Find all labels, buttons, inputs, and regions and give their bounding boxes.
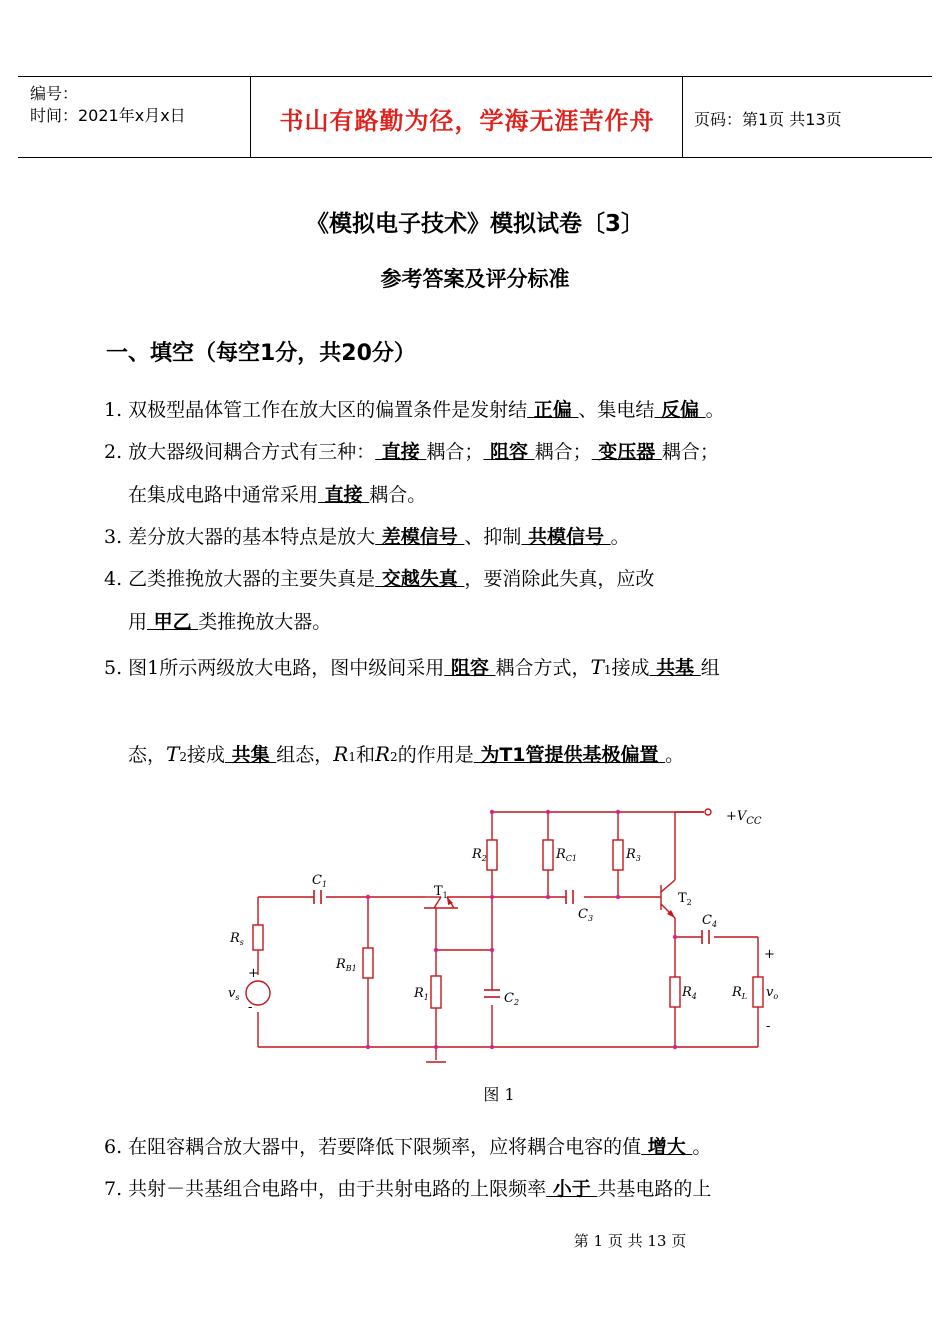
section-heading: 一、填空（每空1分，共20分） [106, 341, 416, 366]
vcc-label: $+V_{CC}$ [726, 809, 762, 827]
page-footer: 第 1 页 共 13 页 [573, 1232, 687, 1250]
motto: 书山有路勤为径，学海无涯苦作舟 [279, 106, 655, 135]
question-2-cont: 在集成电路中通常采用 直接 耦合。 [128, 484, 427, 506]
rs-label: $R_s$ [230, 931, 244, 947]
r1-label: $R_1$ [414, 986, 429, 1002]
t1-label: $T_1$ [434, 884, 448, 900]
rl-label: $R_L$ [732, 985, 748, 1001]
rb1-label: $R_{B1}$ [336, 957, 357, 973]
question-7: 7. 共射－共基组合电路中，由于共射电路的上限频率 小于 共基电路的上 [104, 1178, 712, 1200]
question-6: 6. 在阻容耦合放大器中，若要降低下限频率，应将耦合电容的值 增大 。 [104, 1136, 712, 1158]
rc1-label: $R_{C1}$ [556, 847, 578, 863]
number-label: 编号： [30, 84, 79, 103]
out-plus-sign: + [764, 947, 775, 962]
c3-label: $C_3$ [578, 907, 594, 923]
answer: 共基 [649, 657, 701, 679]
question-5: 5. 图1所示两级放大电路，图中级间采用 阻容 耦合方式，T1接成 共基 组 [104, 655, 720, 679]
document-subtitle: 参考答案及评分标准 [380, 267, 570, 291]
c2-label: $C_2$ [504, 991, 520, 1007]
answer: 阻容 [444, 657, 496, 679]
answer: 小于 [546, 1178, 598, 1200]
question-4: 4. 乙类推挽放大器的主要失真是 交越失真 ，要消除此失真，应改 [104, 568, 655, 590]
figure-caption: 图 1 [483, 1085, 515, 1104]
answer: 变压器 [591, 441, 662, 463]
answer: 共集 [225, 744, 277, 766]
answer: 增大 [641, 1136, 693, 1158]
c4-label: $C_4$ [702, 913, 718, 929]
circuit-diagram [226, 800, 786, 1072]
out-minus-sign: - [766, 1019, 771, 1034]
time-label: 时间：2021年x月x日 [30, 106, 186, 125]
plus-sign: + [248, 966, 259, 981]
minus-sign: - [248, 1000, 253, 1015]
answer: 共模信号 [521, 526, 611, 548]
document-title: 《模拟电子技术》模拟试卷〔3〕 [305, 211, 644, 237]
vo-label: $v_o$ [766, 985, 779, 1001]
question-2: 2. 放大器级间耦合方式有三种： 直接 耦合； 阻容 耦合； 变压器 耦合； [104, 441, 719, 463]
answer: 直接 [318, 484, 370, 506]
c1-label: $C_1$ [312, 873, 328, 889]
question-1: 1. 双极型晶体管工作在放大区的偏置条件是发射结 正偏 、集电结 反偏 。 [104, 399, 725, 421]
answer: 反偏 [654, 399, 706, 421]
answer: 正偏 [527, 399, 579, 421]
r4-label: $R_4$ [682, 985, 697, 1001]
answer: 差模信号 [375, 526, 465, 548]
header-meta [30, 83, 186, 127]
header-divider [682, 77, 683, 157]
answer: 为T1管提供基极偏置 [473, 744, 666, 766]
t2-label: $T_2$ [678, 891, 692, 907]
answer: 阻容 [483, 441, 535, 463]
question-4-cont: 用 甲乙 类推挽放大器。 [128, 611, 332, 633]
header-divider [250, 77, 251, 157]
question-3: 3. 差分放大器的基本特点是放大 差模信号 、抑制 共模信号 。 [104, 526, 630, 548]
answer: 交越失真 [375, 568, 465, 590]
r2-label: $R_2$ [472, 847, 487, 863]
page-indicator: 页码：第1页 共13页 [694, 110, 842, 129]
question-5-cont: 态，T2接成 共集 组态，R1和R2的作用是 为T1管提供基极偏置 。 [128, 742, 685, 766]
r3-label: $R_3$ [626, 847, 641, 863]
answer: 甲乙 [147, 611, 199, 633]
page-header [18, 76, 932, 158]
answer: 直接 [375, 441, 427, 463]
vs-label: $v_s$ [228, 986, 240, 1002]
